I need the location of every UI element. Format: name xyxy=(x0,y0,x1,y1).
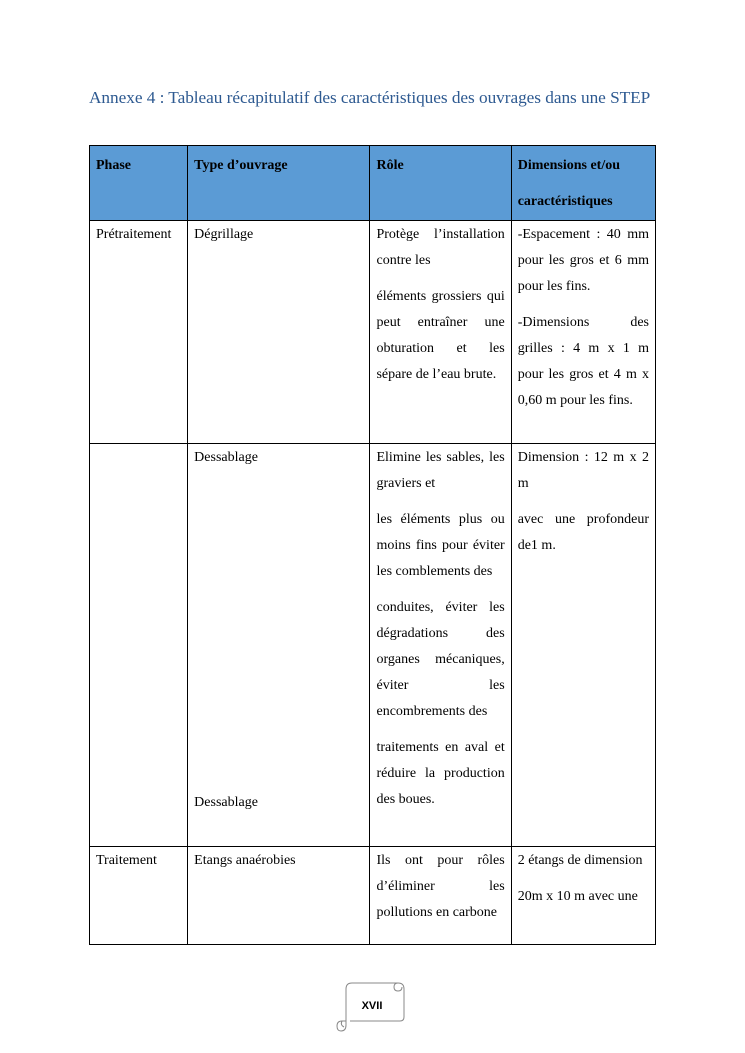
cell-phase: Prétraitement xyxy=(90,221,188,444)
cell-dimensions: Dimension : 12 m x 2 m avec une profondeur de1 m. xyxy=(511,444,655,847)
header-type: Type d’ouvrage xyxy=(188,146,370,221)
cell-type: Etangs anaérobies xyxy=(188,847,370,945)
cell-role: Elimine les sables, les graviers et les éléments plus ou moins fins pour éviter les comblements des conduites, éviter les dégradations des organes mécaniques, éviter les encombrements des traitements en aval et réduire la production des boues. xyxy=(370,444,511,847)
cell-type: Dégrillage xyxy=(188,221,370,444)
header-phase: Phase xyxy=(90,146,188,221)
cell-phase: Traitement xyxy=(90,847,188,945)
cell-role: Protège l’installation contre les éléments grossiers qui peut entraîner une obturation et les sépare de l’eau brute. xyxy=(370,221,511,444)
table-row xyxy=(90,221,656,444)
table-header-row xyxy=(90,146,656,221)
summary-table xyxy=(89,145,656,945)
cell-phase xyxy=(90,444,188,847)
page-number: XVII xyxy=(361,1000,383,1012)
cell-dimensions: 2 étangs de dimension 20m x 10 m avec une xyxy=(511,847,655,945)
cell-type-bottom: Dessablage xyxy=(194,795,258,810)
header-dimensions: Dimensions et/ou caractéristiques xyxy=(511,146,655,221)
header-role: Rôle xyxy=(370,146,511,221)
page-number-scroll xyxy=(336,981,406,1033)
cell-role: Ils ont pour rôles d’éliminer les pollutions en carbone xyxy=(370,847,511,945)
annex-title: Annexe 4 : Tableau récapitulatif des caractéristiques des ouvrages dans une STEP xyxy=(89,88,651,107)
table-row xyxy=(90,444,656,847)
cell-dimensions: -Espacement : 40 mm pour les gros et 6 mm pour les fins. -Dimensions des grilles : 4 m x 1 m pour les gros et 4 m x 0,60 m pour les fins. xyxy=(511,221,655,444)
cell-type: Dessablage Dessablage xyxy=(188,444,370,847)
table-row xyxy=(90,847,656,945)
